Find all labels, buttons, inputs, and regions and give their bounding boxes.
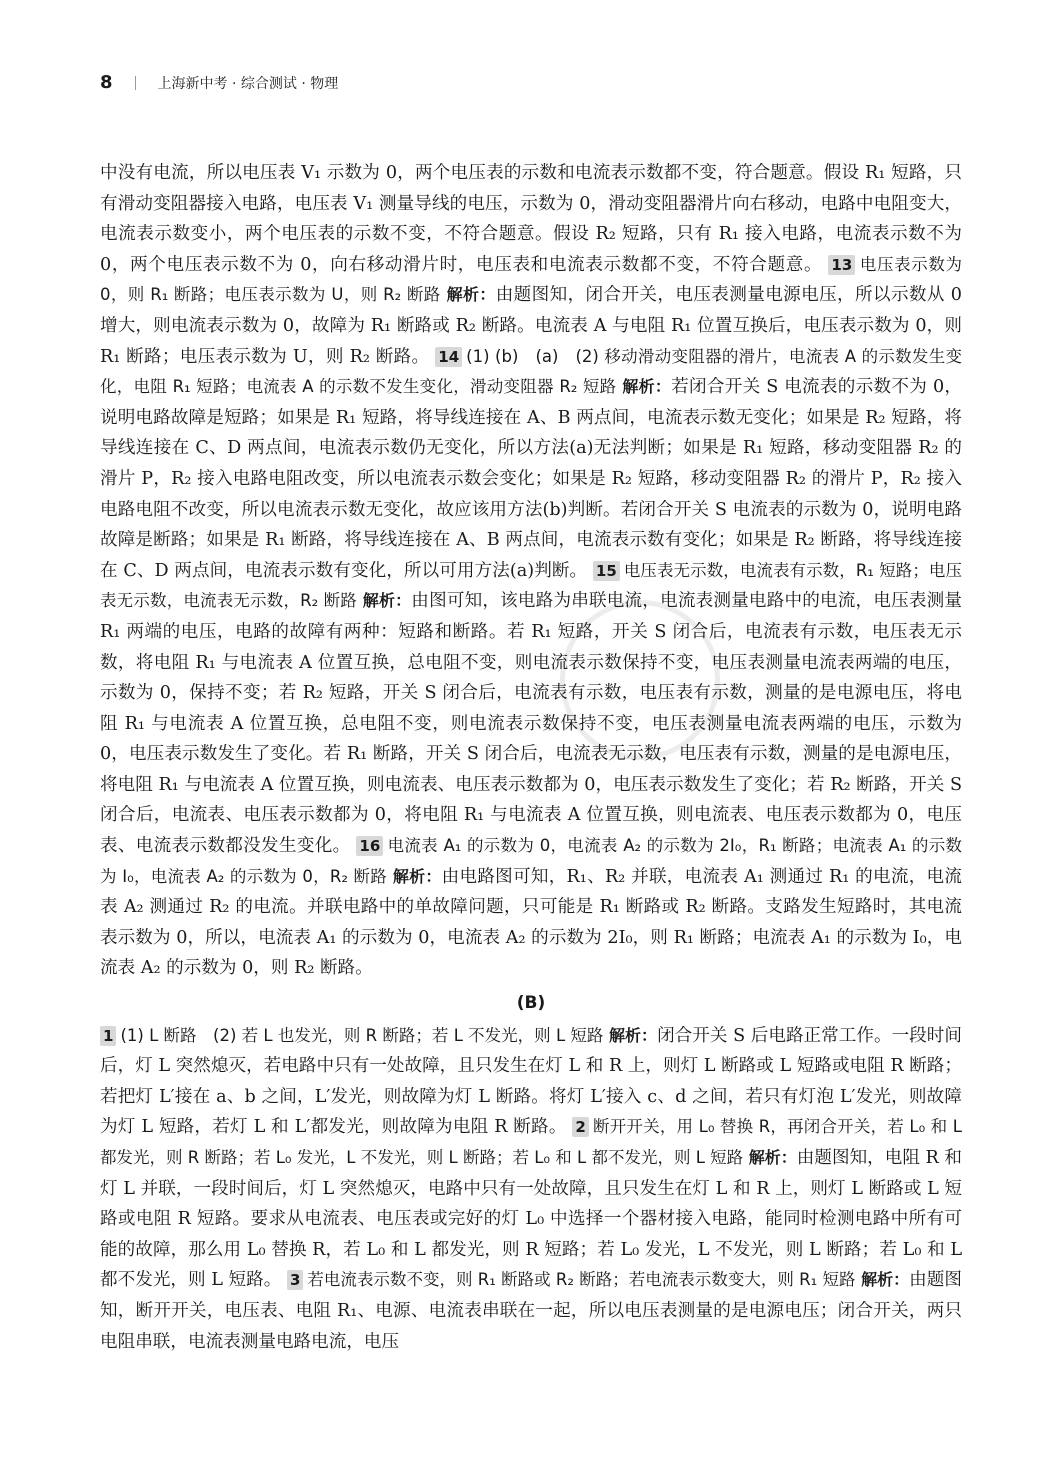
question-number: 14	[435, 347, 462, 367]
analysis-text: 闭合开关 S 后电路正常工作。一段时间后，灯 L 突然熄灭，若电路中只有一处故障，且只发生在灯 L 和 R 上，则灯 L 断路或 L 短路或电阻 R 断路；若把灯 L′接在 a、b 之间，L′发光，则故障为灯 L 断路。将灯 L′接入 c、d 之间，若只有灯泡 L′发光，则故障为灯 L 短路，若灯 L 和 L′都发光，则故障为电阻 R 断路。	[100, 1025, 962, 1138]
answer-text: (1) L 断路 (2) 若 L 也发光，则 R 断路；若 L 不发光，则 L 短路	[120, 1025, 604, 1045]
answer-content	[100, 158, 962, 1357]
analysis-label: 解析：	[392, 866, 442, 886]
question-number: 15	[593, 561, 620, 581]
analysis-label: 解析：	[362, 591, 412, 611]
page-number: 8	[100, 72, 113, 93]
analysis-text: 由图可知，该电路为串联电流，电流表测量电路中的电流，电压表测量 R₁ 两端的电压，电路的故障有两种：短路和断路。若 R₁ 短路，开关 S 闭合后，电流表有示数，电压表无示数，将电阻 R₁ 与电流表 A 位置互换，总电阻不变，则电流表示数保持不变，电压表测量电流表两端的电压，示数为 0，保持不变；若 R₂ 短路，开关 S 闭合后，电流表有示数，电压表有示数，测量的是电源电压，将电阻 R₁ 与电流表 A 位置互换，总电阻不变，则电流表示数保持不变，电压表测量电流表两端的电压，示数为 0，电压表示数发生了变化。若 R₁ 断路，开关 S 闭合后，电流表无示数，电压表有示数，测量的是电源电压，将电阻 R₁ 与电流表 A 位置互换，则电流表、电压表示数都为 0，电压表示数发生了变化；若 R₂ 断路，开关 S 闭合后，电流表、电压表示数都为 0，将电阻 R₁ 与电流表 A 位置互换，则电流表、电压表示数都为 0，电压表、电流表示数都没发生变化。	[100, 591, 962, 857]
continued-text: 中没有电流，所以电压表 V₁ 示数为 0，两个电压表的示数和电流表示数都不变，符合题意。假设 R₁ 短路，只有滑动变阻器接入电路，电压表 V₁ 测量导线的电压，示数为 0，滑动变阻器滑片向右移动，电路中电阻变大，电流表示数变小，两个电压表的示数不变，不符合题意。假设 R₂ 短路，只有 R₁ 接入电路，电流表示数不为 0，两个电压表示数不为 0，向右移动滑片时，电压表和电流表示数都不变，不符合题意。	[100, 163, 962, 275]
answer-text: 电压表示数为 0，则 R₁ 断路；电压表示数为 U，则 R₂ 断路	[100, 254, 963, 305]
analysis-label: 解析：	[446, 285, 496, 305]
analysis-text: 由题图知，闭合开关，电压表测量电源电压，所以示数从 0 增大，则电流表示数为 0，故障为 R₁ 断路或 R₂ 断路。电流表 A 与电阻 R₁ 位置互换后，电压表示数为 0，则 R₁ 断路；电压表示数为 U，则 R₂ 断路。	[100, 285, 962, 367]
answer-text: 电流表 A₁ 的示数为 0，电流表 A₂ 的示数为 2I₀，R₁ 断路；电流表 A₁ 的示数为 I₀，电流表 A₂ 的示数为 0，R₂ 断路	[100, 836, 962, 886]
analysis-label: 解析：	[861, 1270, 910, 1290]
answer-text: 电压表无示数，电流表有示数，R₁ 短路；电压表无示数，电流表无示数，R₂ 断路	[100, 560, 963, 611]
analysis-label: 解析：	[622, 377, 672, 397]
page-header	[100, 72, 338, 93]
question-number: 2	[572, 1117, 588, 1137]
answer-text: (1) (b) (a) (2) 移动滑动变阻器的滑片，电流表 A 的示数发生变化，电阻 R₁ 短路；电流表 A 的示数不发生变化，滑动变阻器 R₂ 短路	[100, 346, 962, 397]
question-number: 3	[287, 1270, 303, 1290]
answer-text: 断开开关，用 L₀ 替换 R，再闭合开关，若 L₀ 和 L 都发光，则 R 断路；若 L₀ 发光，L 不发光，则 L 断路；若 L₀ 和 L 都不发光，则 L 短路	[100, 1117, 962, 1167]
analysis-text: 由题图知，电阻 R 和灯 L 并联，一段时间后，灯 L 突然熄灭，电路中只有一处故障，且只发生在灯 L 和 R 上，则灯 L 断路或 L 短路或电阻 R 短路。要求从电流表、电压表或完好的灯 L₀ 中选择一个器材接入电路，能同时检测电路中所有可能的故障，那么用 L₀ 替换 R，若 L₀ 和 L 都发光，则 R 短路；若 L₀ 发光，L 不发光，则 L 断路；若 L₀ 和 L 都不发光，则 L 短路。	[100, 1148, 962, 1291]
section-a-paragraph	[100, 158, 962, 984]
section-b-title: (B)	[516, 993, 546, 1014]
analysis-text: 由题图知，断开开关，电压表、电阻 R₁、电源、电流表串联在一起，所以电压表测量的是电源电压；闭合开关，两只电阻串联，电流表测量电路电流，电压	[100, 1270, 962, 1352]
answer-text: 若电流表示数不变，则 R₁ 断路或 R₂ 断路；若电流表示数变大，则 R₁ 短路	[307, 1270, 856, 1290]
running-title: 上海新中考 · 综合测试 · 物理	[157, 75, 339, 92]
analysis-text: 若闭合开关 S 电流表的示数不为 0，说明电路故障是短路；如果是 R₁ 短路，将导线连接在 A、B 两点间，电流表示数无变化；如果是 R₂ 短路，将导线连接在 C、D 两点间，电流表示数仍无变化，所以方法(a)无法判断；如果是 R₁ 短路，移动变阻器 R₂ 的滑片 P，R₂ 接入电路电阻改变，所以电流表示数会变化；如果是 R₂ 短路，移动变阻器 R₂ 的滑片 P，R₂ 接入电路电阻不改变，所以电流表示数无变化，故应该用方法(b)判断。若闭合开关 S 电流表的示数为 0，说明电路故障是断路；如果是 R₁ 断路，将导线连接在 A、B 两点间，电流表示数有变化；如果是 R₂ 断路，将导线连接在 C、D 两点间，电流表示数有变化，所以可用方法(a)判断。	[100, 377, 962, 581]
analysis-label: 解析：	[609, 1025, 658, 1045]
section-b-paragraph	[100, 1021, 962, 1358]
analysis-label: 解析：	[748, 1148, 797, 1167]
question-number: 16	[356, 836, 383, 856]
analysis-text: 由电路图可知，R₁、R₂ 并联，电流表 A₁ 测通过 R₁ 的电流，电流表 A₂ 测通过 R₂ 的电流。并联电路中的单故障问题，只可能是 R₁ 断路或 R₂ 断路。支路发生短路时，其电流表示数为 0，所以，电流表 A₁ 的示数为 0，电流表 A₂ 的示数为 2I₀，则 R₁ 断路；电流表 A₁ 的示数为 I₀，电流表 A₂ 的示数为 0，则 R₂ 断路。	[100, 866, 962, 979]
header-divider	[135, 76, 136, 90]
question-number: 1	[100, 1026, 116, 1046]
question-number: 13	[828, 255, 855, 275]
